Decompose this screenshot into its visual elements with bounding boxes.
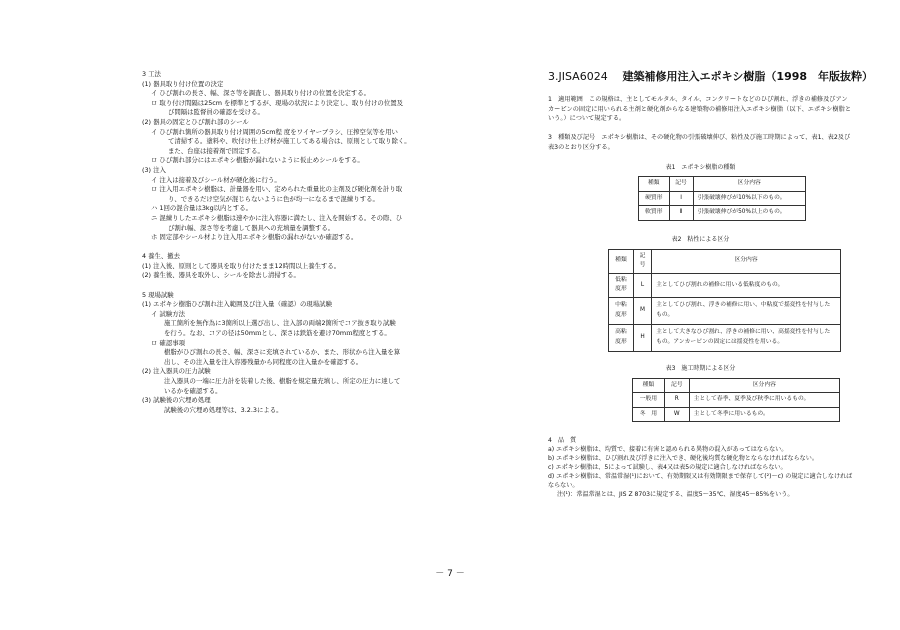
text-line: また、台座は接着剤で固定する。 — [168, 146, 264, 155]
text-line: (1) 器具取り付け位置の決定 — [142, 79, 224, 88]
table-cell: Ⅰ — [669, 191, 693, 206]
text-line: ニ 混練りしたエポキシ樹脂は速やかに注入容器に満たし、注入を開始する。その際、ひ — [151, 213, 403, 222]
table-cell: 中粘度形 — [609, 297, 634, 324]
left-column — [142, 70, 437, 415]
table-cell: Ⅱ — [669, 206, 693, 221]
spacer — [142, 281, 437, 291]
quality-item: c) エポキシ樹脂は、5によって試験し、表4又は表5の規定に適合しなければならない。 — [548, 464, 787, 472]
text-line: 出し、その注入量を注入容器残量から同程度の注入量かを確認する。 — [164, 357, 363, 366]
table-cell: 主として冬季に用いるもの。 — [689, 407, 839, 422]
text-line: (2) 器具の固定とひび割れ部のシール — [142, 117, 249, 126]
table3-caption: 表3 施工時期による区分 — [665, 364, 736, 372]
text-line: ホ 固定部やシール材より注入用エポキシ樹脂の漏れがないか確認する。 — [151, 233, 358, 242]
table-cell: 硬質形 — [639, 191, 670, 206]
text-line: ロ 確認事項 — [151, 338, 185, 347]
column-header: 区分内容 — [652, 249, 841, 273]
text-line: イ 試験方法 — [151, 309, 185, 318]
table-cell: 主として大きなひび割れ、浮きの補修に用い、高揺変性を付与したもの。アンカーピンの固定には揺変性を用いる。 — [652, 324, 841, 351]
column-header: 区分内容 — [689, 378, 839, 393]
table-viscosity — [608, 249, 841, 352]
text-line: 4 養生、撤去 — [142, 252, 181, 261]
table-cell: H — [633, 324, 651, 351]
text-line: び割れ幅、深さ等を考慮して器具への充填量を調整する。 — [168, 223, 335, 232]
table-cell: 一般用 — [633, 393, 665, 408]
text-line: いるかを確認する。 — [164, 386, 222, 395]
table-cell: 主としてひび割れ、浮きの補修に用い、中粘度で揺変性を付与したもの。 — [652, 297, 841, 324]
table1-caption: 表1 エポキシ樹脂の種類 — [665, 163, 736, 171]
footnote: 注(¹)：常温常湿とは、JIS Z 8703に規定する、温度5〜35℃、湿度45〜85%をいう。 — [557, 491, 794, 499]
table-season — [632, 378, 840, 423]
text-line: イ ひび割れ箇所の器具取り付け周囲の5cm程 度をワイヤーブラシ、圧搾空気等を用い — [151, 127, 398, 136]
text-line: ロ 注入用エポキシ樹脂は、計量器を用い、定められた重量比の主剤及び硬化剤を計り取 — [151, 185, 403, 194]
table-cell: 主としてひび割れの補修に用いる低粘度のもの。 — [652, 273, 841, 297]
text-line: イ ひび割れの長さ、幅、深さ等を調査し、器具取り付けの位置を決定する。 — [151, 89, 371, 98]
table-row — [639, 206, 806, 221]
column-header: 種類 — [633, 378, 665, 393]
section-number: 3.JISA6024 — [548, 70, 608, 83]
text-line: ハ 1回の混合量は3kg以内とする。 — [151, 204, 252, 213]
types-paragraph: 3 種類及び記号 エポキシ樹脂は、その硬化物の引張破壊伸び、粘性及び施工時期によって、表1、表2及び表3のとおり区分する。 — [548, 134, 851, 151]
text-line: 施工箇所を無作為に3箇所以上選び出し、注入部の両端2箇所でコア抜き取り試験 — [164, 319, 396, 328]
section-title — [548, 70, 874, 84]
table-cell: W — [664, 407, 689, 422]
scope-paragraph: 1 適用範囲 この規格は、主としてモルタル、タイル、コンクリートなどのひび割れ、浮きの補修及びアンカーピンの固定に用いられる主剤と硬化剤からなる建築物の補修用注入エポキシ樹脂（以下、エポキシ樹脂という。）について規定する。 — [548, 96, 852, 123]
table-cell: 主として春季、夏季及び秋季に用いるもの。 — [689, 393, 839, 408]
text-line: ロ 取り付け間隔は25cm を標準とするが、現場の状況により決定し、取り付けの位置及 — [151, 98, 403, 107]
table-cell: M — [633, 297, 651, 324]
quality-item: a) エポキシ樹脂は、均質で、接着に有害と認められる異物の混入があってはならない。 — [548, 446, 788, 454]
page-number: － 7 － — [435, 569, 465, 579]
text-line: イ 注入は接着及びシール材が硬化後に行う。 — [151, 175, 281, 184]
section-title-text: 建築補修用注入エポキシ樹脂（1998 年版抜粋） — [622, 70, 874, 83]
column-header: 区分内容 — [693, 177, 806, 192]
table-cell: L — [633, 273, 651, 297]
table-cell: 軟質形 — [639, 206, 670, 221]
right-column — [548, 70, 874, 499]
table-cell: 冬 用 — [633, 407, 665, 422]
text-line: (2) 養生後、器具を取外し、シールを除去し清掃する。 — [142, 271, 300, 280]
table-cell: 引張破壊伸びが10%以下のもの。 — [693, 191, 806, 206]
column-header: 記号 — [633, 249, 651, 273]
text-line: (3) 試験後の穴埋め処理 — [142, 396, 211, 405]
quality-item: b) エポキシ樹脂は、ひび割れ及び浮きに注入でき、硬化後均質な硬化物とならなければならない。 — [548, 455, 818, 463]
text-line: て清掃する。塗料や、吹付け仕上げ材が施工してある場合は、原則として取り除く。 — [168, 137, 411, 146]
table-cell: 高粘度形 — [609, 324, 634, 351]
text-line: 注入器具の一端に圧力計を装着した後、樹脂を規定量充填し、所定の圧力に達して — [164, 377, 401, 385]
column-header: 種類 — [609, 249, 634, 273]
table-row — [633, 407, 840, 422]
quality-list — [548, 445, 853, 499]
text-line: ロ ひび割れ部分にはエポキシ樹脂が漏れないように仮止めシールをする。 — [151, 156, 364, 165]
spacer — [142, 243, 437, 253]
quality-item: d) エポキシ樹脂は、常温常湿(¹)において、有効期限又は有効期限まで保存して(²)〜c) の規定に適合しなければならない。 — [548, 473, 853, 490]
table-row — [609, 273, 841, 297]
table-cell: 低粘度形 — [609, 273, 634, 297]
text-line: 3 工法 — [142, 70, 161, 78]
text-line: (1) エポキシ樹脂ひび割れ注入範囲及び注入量（確認）の現場試験 — [142, 300, 332, 309]
text-line: 試験後の穴埋め処理等は、3.2.3による。 — [164, 405, 283, 414]
text-line: 5 現場試験 — [142, 290, 174, 299]
table-row — [639, 191, 806, 206]
table-row — [633, 393, 840, 408]
text-line: (3) 注入 — [142, 165, 166, 174]
table2-caption: 表2 粘性による区分 — [671, 235, 730, 243]
text-line: (1) 注入後、原則として器具を取り付けたまま12時間以上養生する。 — [142, 261, 341, 270]
text-line: 樹脂がひび割れの長さ、幅、深さに充填されているか、また、形状から注入量を算 — [164, 348, 401, 357]
text-line: り、できるだけ空気が混じらないように色が均一になるまで混練りする。 — [168, 194, 379, 203]
text-line: (2) 注入器具の圧力試験 — [142, 367, 211, 376]
table-resin-types — [638, 176, 806, 221]
table-cell: 引張破壊伸びが50%以上のもの。 — [693, 206, 806, 221]
column-header: 種類 — [639, 177, 670, 192]
table-row — [609, 297, 841, 324]
text-line: び間隔は監督員の確認を受ける。 — [168, 108, 264, 117]
column-header: 記号 — [669, 177, 693, 192]
column-header: 記号 — [664, 378, 689, 393]
text-line: を行う。なお、コアの径は50mｍとし、深さは鉄筋を避け70mｍ程度とする。 — [164, 329, 391, 338]
table-cell: R — [664, 393, 689, 408]
quality-heading: 4 品 質 — [548, 437, 577, 445]
table-row — [609, 324, 841, 351]
